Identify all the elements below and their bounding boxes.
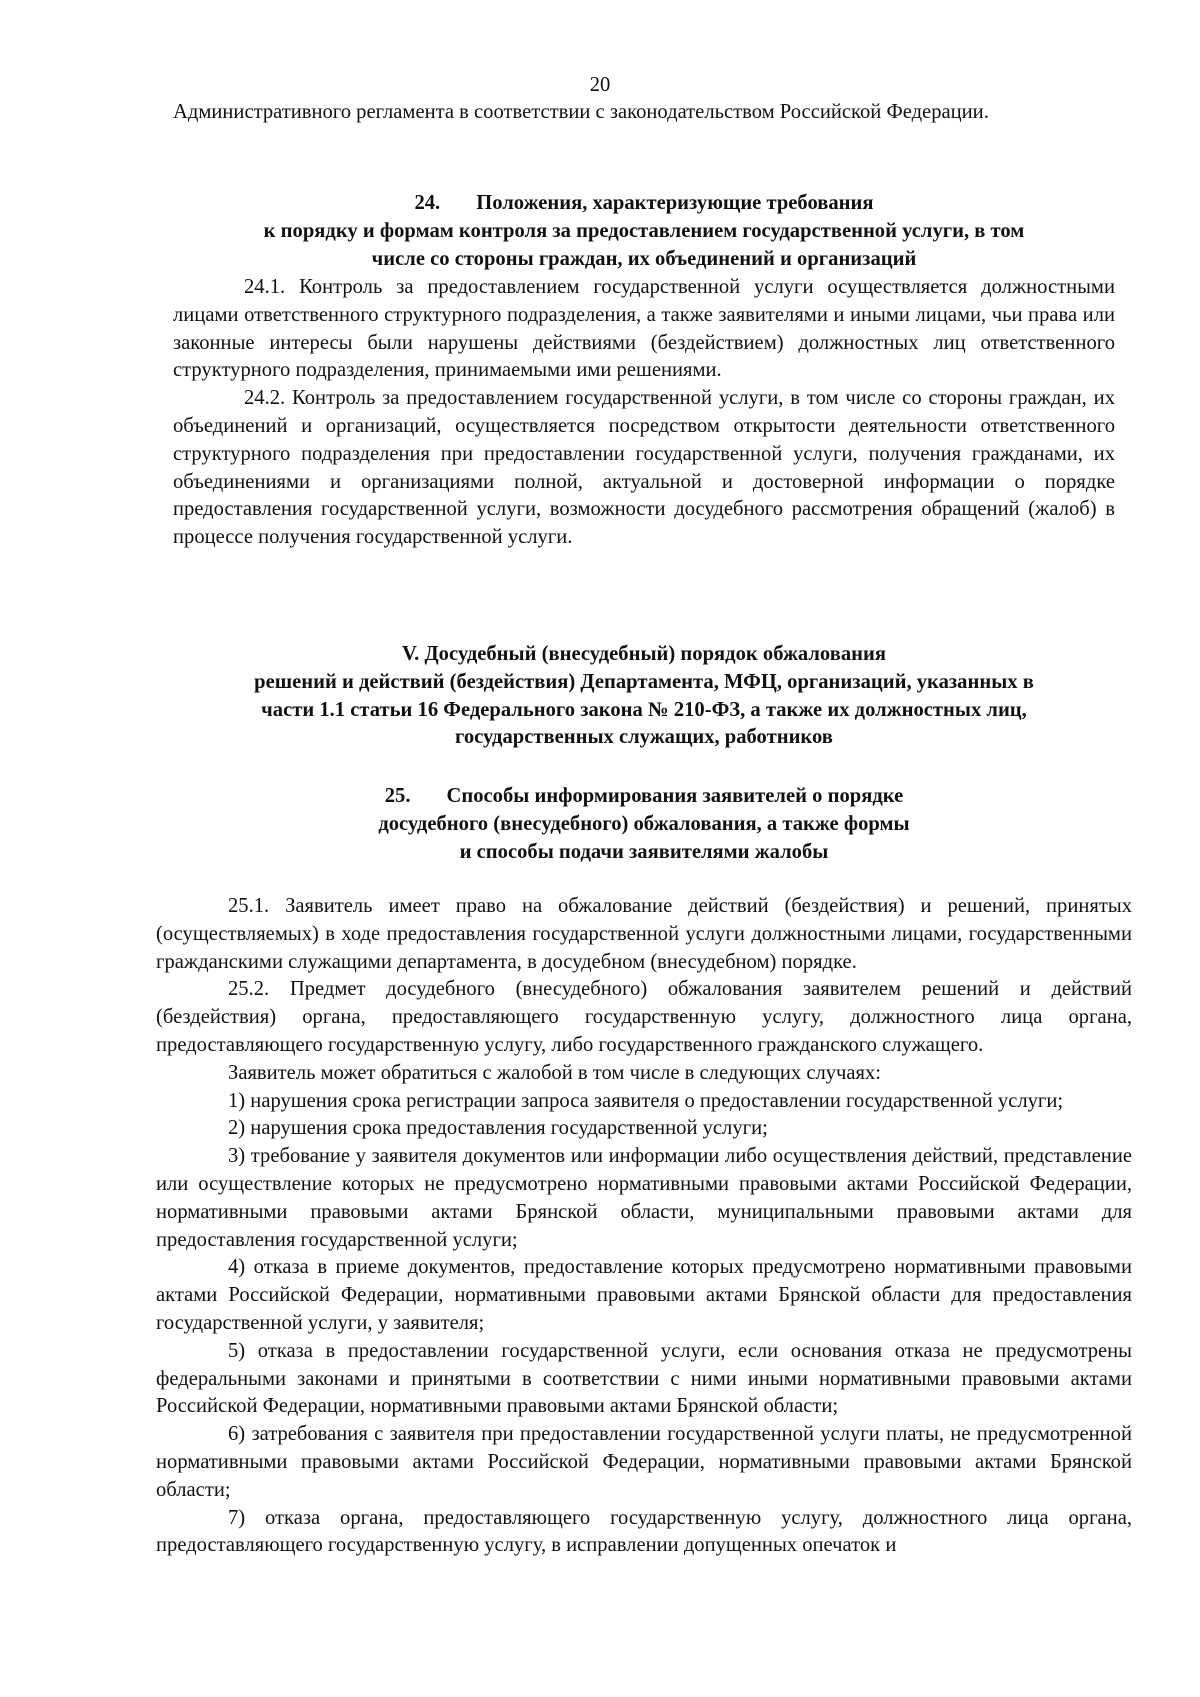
- page-number: 20: [589, 74, 611, 96]
- list-item-2: 2) нарушения срока предоставления государственной услуги;: [228, 1117, 768, 1140]
- section-v-heading-block: [173, 641, 1115, 752]
- list-item-3: 3) требование у заявителя документов или информации либо осуществления действий, представление или осуществление которых не предусмотрено нормативными правовыми актами Российской Федерации, нормативными правовыми актами Брянской области, муниципальными правовыми актами для предоставления государственной услуги;: [156, 1145, 1132, 1251]
- section-v-line-2: решений и действий (бездействия) Департамента, МФЦ, организаций, указанных в: [254, 670, 1034, 693]
- section-v-line-1: V. Досудебный (внесудебный) порядок обжалования: [401, 643, 887, 665]
- section-25-number: 25.: [384, 785, 411, 807]
- section-24-heading: [173, 190, 1115, 273]
- intro-block: [173, 99, 1115, 127]
- list-item-6: 6) затребования с заявителя при предоставлении государственной услуги платы, не предусмотренной нормативными правовыми актами Российской Федерации, нормативными правовыми актами Брянской области;: [156, 1423, 1132, 1501]
- section-24-title-line-3: числе со стороны граждан, их объединений и организаций: [371, 247, 917, 270]
- list-item-7: 7) отказа органа, предоставляющего государственную услугу, должностного лица органа, предоставляющего государственную услугу, в исправлении допущенных опечаток и: [156, 1506, 1132, 1557]
- paragraph-24-2: 24.2. Контроль за предоставлением государственной услуги, в том числе со стороны граждан, их объединений и организаций, осуществляется посредством открытости деятельности ответственного структурного подразделения при предоставлении государственной услуги, получения гражданами, их объединениями и организациями полной, актуальной и достоверной информации о порядке предоставления государственной услуги, возможности досудебного рассмотрения обращений (жалоб) в процессе получения государственной услуги.: [173, 387, 1115, 549]
- section-24-number: 24.: [414, 192, 441, 214]
- paragraph-25-1: 25.1. Заявитель имеет право на обжалование действий (бездействия) и решений, принятых (осуществляемых) в ходе предоставления государственной услуги должностными лицами, государственными гражданскими служащими департамента, в досудебном (внесудебном) порядке.: [156, 895, 1132, 973]
- section-25-title-text-1: Способы информирования заявителей о порядке: [446, 785, 904, 807]
- section-25-title-line-2: досудебного (внесудебного) обжалования, а также формы: [378, 812, 910, 835]
- section-25-heading: [173, 783, 1115, 866]
- section-25-title-line-3: и способы подачи заявителями жалобы: [459, 840, 829, 863]
- paragraph-24-1: 24.1. Контроль за предоставлением государственной услуги осуществляется должностными лицами ответственного структурного подразделения, а также заявителями и иными лицами, чьи права или законные интересы были нарушены действиями (бездействием) должностных лиц ответственного структурного подразделения, принимаемыми ими решениями.: [173, 276, 1115, 382]
- section-25-title-line-1: [173, 783, 1115, 811]
- section-25-heading-block: [173, 783, 1115, 866]
- intro-paragraph: Административного регламента в соответствии с законодательством Российской Федерации.: [173, 101, 989, 123]
- section-25-body: [156, 893, 1132, 1560]
- section-24-body: [173, 274, 1115, 552]
- section-v-heading: [173, 641, 1115, 752]
- section-v-line-3: части 1.1 статьи 16 Федерального закона № 210-ФЗ, а также их должностных лиц,: [261, 698, 1027, 721]
- list-item-1: 1) нарушения срока регистрации запроса заявителя о предоставлении государственной услуги;: [228, 1089, 1064, 1112]
- section-24-title-line-2: к порядку и формам контроля за предоставлением государственной услуги, в том: [263, 219, 1025, 242]
- section-24-title-text-1: Положения, характеризующие требования: [476, 192, 874, 214]
- section-v-line-4: государственных служащих, работников: [455, 726, 833, 749]
- section-24-heading-block: [173, 190, 1115, 273]
- paragraph-cases-intro: Заявитель может обратиться с жалобой в том числе в следующих случаях:: [228, 1061, 882, 1084]
- paragraph-25-2: 25.2. Предмет досудебного (внесудебного) обжалования заявителем решений и действий (бездействия) органа, предоставляющего государственную услугу, должностного лица органа, предоставляющего государственную услугу, либо государственного гражданского служащего.: [156, 978, 1132, 1056]
- section-24-title-line-1: [173, 190, 1115, 218]
- list-item-5: 5) отказа в предоставлении государственной услуги, если основания отказа не предусмотрены федеральными законами и принятыми в соответствии с ними иными нормативными правовыми актами Российской Федерации, нормативными правовыми актами Брянской области;: [156, 1339, 1132, 1418]
- list-item-4: 4) отказа в приеме документов, предоставление которых предусмотрено нормативными правовыми актами Российской Федерации, нормативными правовыми актами Брянской области для предоставления государственной услуги, у заявителя;: [156, 1256, 1132, 1334]
